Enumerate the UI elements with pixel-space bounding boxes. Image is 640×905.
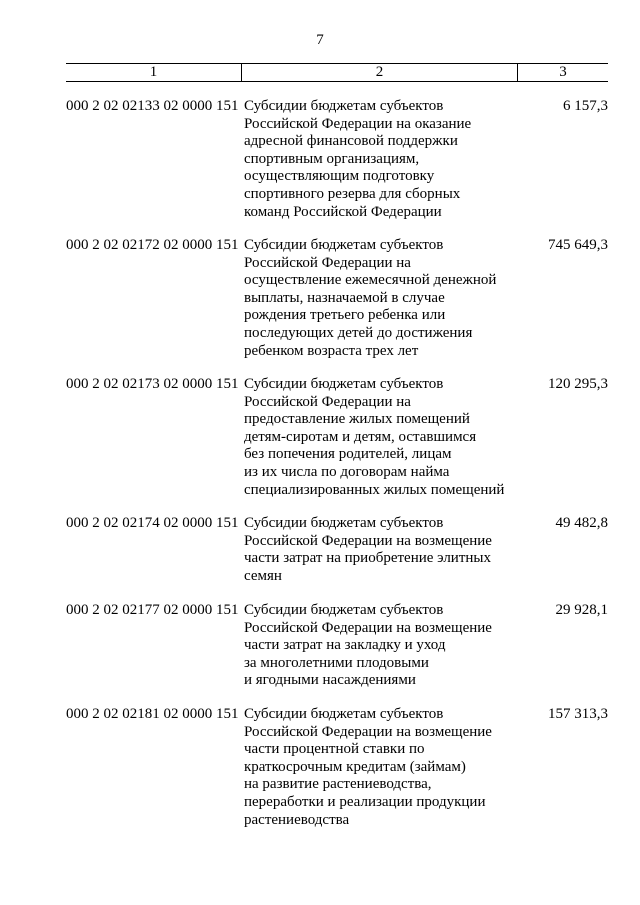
description-line: на развитие растениеводства, [244,776,432,793]
description-line: части затрат на приобретение элитных [244,550,491,567]
description-line: Российской Федерации на оказание [244,115,472,132]
description-line: из их числа по договорам найма [244,463,450,480]
description-line: и ягодными насаждениями [244,672,416,689]
row-description [244,237,516,360]
description-line: ребенком возраста трех лет [244,342,419,359]
row-description [244,98,516,221]
description-line: последующих детей до достижения [244,324,473,341]
row-description [244,515,516,585]
description-line: Российской Федерации на [244,393,411,410]
description-line: выплаты, назначаемой в случае [244,289,445,306]
description-line: части затрат на закладку и уход [244,637,446,654]
row-code: 000 2 02 02177 02 0000 151 [66,602,239,618]
row-code: 000 2 02 02173 02 0000 151 [66,376,239,392]
description-line: без попечения родителей, лицам [244,446,452,463]
description-line: спортивного резерва для сборных [244,185,461,202]
row-code: 000 2 02 02181 02 0000 151 [66,706,239,722]
description-line: переработки и реализации продукции [244,793,486,810]
description-line: семян [244,567,282,584]
table-header [66,63,608,82]
row-description [244,602,516,690]
description-line: Российской Федерации на возмещение [244,619,492,636]
row-amount: 6 157,3 [563,98,608,114]
description-line: Субсидии бюджетам субъектов [244,706,444,722]
description-line: специализированных жилых помещений [244,481,505,498]
row-code: 000 2 02 02133 02 0000 151 [66,98,239,114]
row-code: 000 2 02 02172 02 0000 151 [66,237,239,253]
description-line: Субсидии бюджетам субъектов [244,98,444,114]
description-line: осуществление ежемесячной денежной [244,272,497,289]
description-line: адресной финансовой поддержки [244,133,458,150]
description-line: краткосрочным кредитам (займам) [244,758,466,775]
row-code: 000 2 02 02174 02 0000 151 [66,515,239,531]
description-line: Субсидии бюджетам субъектов [244,237,444,253]
row-amount: 49 482,8 [555,515,608,531]
description-line: растениеводства [244,811,350,828]
description-line: предоставление жилых помещений [244,411,470,428]
row-description [244,706,516,829]
description-line: осуществляющим подготовку [244,168,435,185]
row-amount: 745 649,3 [548,237,608,253]
row-description [244,376,516,499]
description-line: команд Российской Федерации [244,203,442,220]
header-col-3: 3 [559,64,567,80]
description-line: Российской Федерации на возмещение [244,532,492,549]
description-line: рождения третьего ребенка или [244,307,446,324]
description-line: Российской Федерации на возмещение [244,723,492,740]
row-amount: 157 313,3 [548,706,608,722]
description-line: Субсидии бюджетам субъектов [244,602,444,618]
description-line: Российской Федерации на [244,254,411,271]
row-amount: 29 928,1 [555,602,608,618]
description-line: спортивным организациям, [244,150,420,167]
description-line: за многолетними плодовыми [244,654,429,671]
header-col-2: 2 [242,64,518,81]
description-line: Субсидии бюджетам субъектов [244,376,444,392]
page-number: 7 [316,32,324,48]
description-line: детям-сиротам и детям, оставшимся [244,428,477,445]
row-amount: 120 295,3 [548,376,608,392]
description-line: Субсидии бюджетам субъектов [244,515,444,531]
description-line: части процентной ставки по [244,741,425,758]
header-col-1: 1 [66,64,242,81]
